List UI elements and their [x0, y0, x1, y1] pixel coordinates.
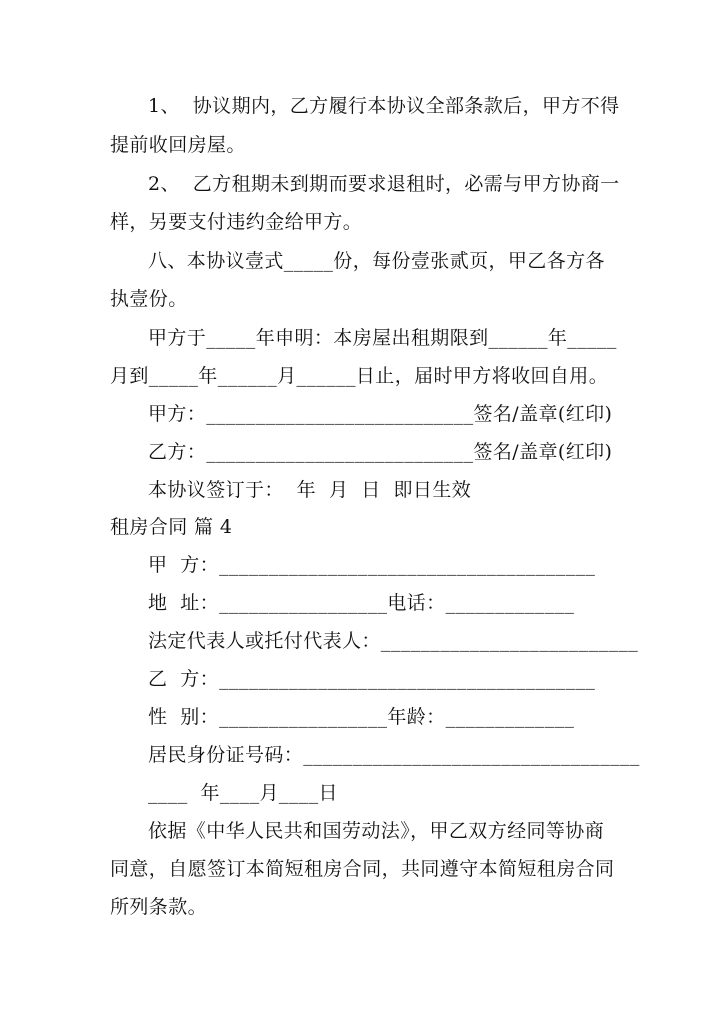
- section-heading: 租房合同 篇 4: [110, 516, 233, 538]
- field-legal-representative: 法定代表人或托付代表人：__________________________: [148, 630, 639, 652]
- clause-8-line-2: 执壹份。: [110, 288, 188, 310]
- party-a-signature: 甲方：___________________________签名/盖章(红印): [148, 403, 613, 425]
- statement-line-2: 月到_____年______月______日止，届时甲方将收回自用。: [110, 365, 609, 387]
- field-party-a: 甲 方：______________________________________: [148, 554, 596, 576]
- preamble-line-3: 所列条款。: [110, 896, 208, 918]
- statement-line-1: 甲方于_____年申明：本房屋出租期限到______年_____: [148, 327, 617, 349]
- field-gender-age: 性 别：_________________年龄：_____________: [148, 706, 575, 728]
- field-id-number: 居民身份证号码：__________________________________: [148, 744, 640, 766]
- clause-8-line-1: 八、本协议壹式_____份，每份壹张贰页，甲乙各方各: [148, 250, 605, 272]
- clause-2-line-1: 2、 乙方租期未到期而要求退租时，必需与甲方协商一: [148, 173, 620, 195]
- field-address-phone: 地 址：_________________电话：_____________: [148, 592, 575, 614]
- clause-1-line-2: 提前收回房屋。: [110, 134, 246, 156]
- signing-date: 本协议签订于： 年 月 日 即日生效: [148, 479, 472, 501]
- clause-1-line-1: 1、 协议期内，乙方履行本协议全部条款后，甲方不得: [148, 95, 620, 117]
- preamble-line-1: 依据《中华人民共和国劳动法》，甲乙双方经同等协商: [148, 820, 605, 842]
- field-date: ____ 年____月____日: [148, 782, 338, 804]
- field-party-b: 乙 方：______________________________________: [148, 668, 596, 690]
- party-b-signature: 乙方：___________________________签名/盖章(红印): [148, 441, 613, 463]
- clause-2-line-2: 样，另要支付违约金给甲方。: [110, 211, 363, 233]
- preamble-line-2: 同意，自愿签订本简短租房合同，共同遵守本简短租房合同: [110, 858, 615, 880]
